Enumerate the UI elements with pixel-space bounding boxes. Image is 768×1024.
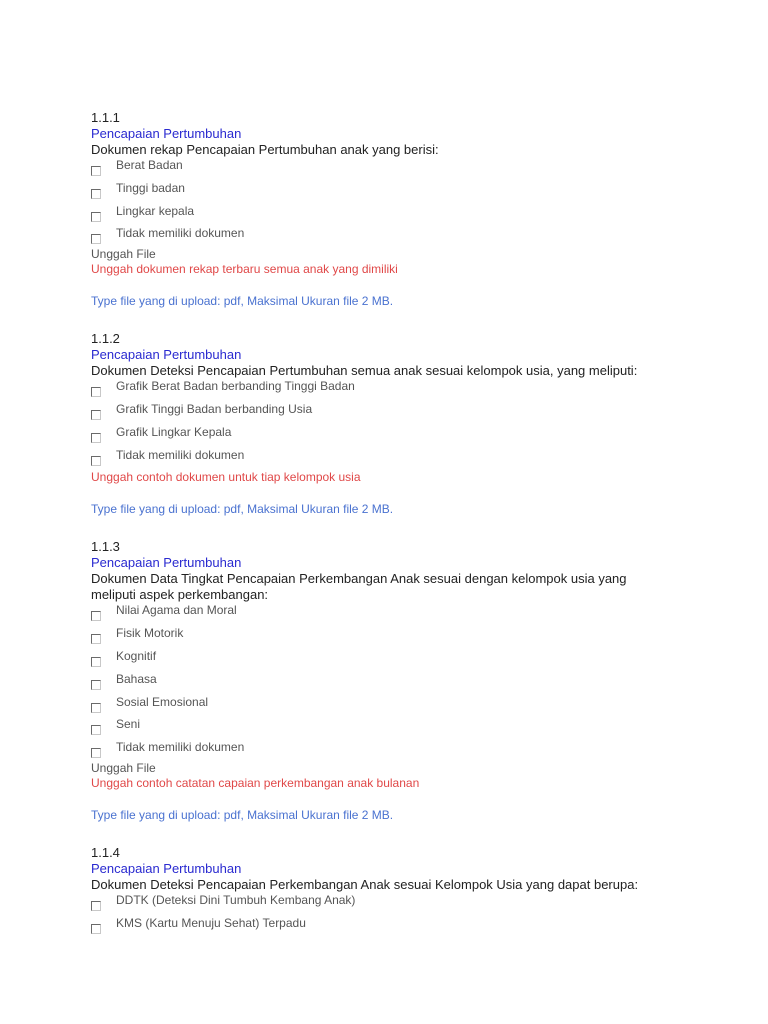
- option-item[interactable]: [91, 916, 768, 939]
- option-item[interactable]: [91, 603, 768, 626]
- file-type-info: Type file yang di upload: pdf, Maksimal Ukuran file 2 MB.: [91, 294, 394, 309]
- checkbox[interactable]: [91, 433, 101, 443]
- checkbox[interactable]: [91, 703, 101, 713]
- option-item[interactable]: [91, 425, 768, 448]
- checkbox[interactable]: [91, 166, 101, 176]
- checkbox[interactable]: [91, 611, 101, 621]
- section-1-1-1: [91, 110, 768, 309]
- options-list: [91, 379, 768, 470]
- upload-file-label[interactable]: Unggah File: [91, 247, 156, 262]
- option-item[interactable]: [91, 717, 768, 740]
- option-label: Fisik Motorik: [116, 626, 184, 641]
- section-1-1-2: [91, 331, 768, 517]
- checkbox[interactable]: [91, 212, 101, 222]
- section-description: Dokumen Deteksi Pencapaian Pertumbuhan semua anak sesuai kelompok usia, yang meliputi:: [91, 363, 638, 379]
- option-item[interactable]: [91, 379, 768, 402]
- section-description: Dokumen Data Tingkat Pencapaian Perkembangan Anak sesuai dengan kelompok usia yang meliputi aspek perkembangan:: [91, 571, 627, 603]
- checkbox[interactable]: [91, 387, 101, 397]
- option-label: Tidak memiliki dokumen: [116, 447, 245, 462]
- section-number: 1.1.2: [91, 331, 120, 347]
- section-description: Dokumen Deteksi Pencapaian Perkembangan Anak sesuai Kelompok Usia yang dapat berupa:: [91, 876, 639, 892]
- checkbox[interactable]: [91, 725, 101, 735]
- option-label: Kognitif: [116, 648, 157, 663]
- option-item[interactable]: [91, 181, 768, 204]
- checkbox[interactable]: [91, 634, 101, 644]
- options-list: [91, 893, 768, 939]
- options-list: [91, 603, 768, 763]
- upload-note: Unggah contoh catatan capaian perkembangan anak bulanan: [91, 775, 420, 790]
- upload-file-label[interactable]: Unggah File: [91, 760, 156, 775]
- option-label: Bahasa: [116, 671, 157, 686]
- option-label: Grafik Lingkar Kepala: [116, 424, 232, 439]
- file-type-info: Type file yang di upload: pdf, Maksimal Ukuran file 2 MB.: [91, 502, 394, 517]
- upload-note: Unggah contoh dokumen untuk tiap kelompok usia: [91, 470, 361, 485]
- checkbox[interactable]: [91, 189, 101, 199]
- option-item[interactable]: [91, 626, 768, 649]
- option-label: Nilai Agama dan Moral: [116, 603, 237, 618]
- section-number: 1.1.1: [91, 110, 120, 125]
- section-category: Pencapaian Pertumbuhan: [91, 860, 242, 876]
- section-number: 1.1.4: [91, 844, 120, 860]
- option-item[interactable]: [91, 740, 768, 763]
- option-item[interactable]: [91, 402, 768, 425]
- checkbox[interactable]: [91, 748, 101, 758]
- option-item[interactable]: [91, 448, 768, 471]
- upload-note: Unggah dokumen rekap terbaru semua anak yang dimiliki: [91, 262, 398, 277]
- section-category: Pencapaian Pertumbuhan: [91, 555, 242, 571]
- section-1-1-3: [91, 539, 768, 823]
- checkbox[interactable]: [91, 924, 101, 934]
- option-label: Tidak memiliki dokumen: [116, 740, 245, 755]
- option-item[interactable]: [91, 204, 768, 227]
- option-label: Sosial Emosional: [116, 694, 209, 709]
- checkbox[interactable]: [91, 657, 101, 667]
- checkbox[interactable]: [91, 234, 101, 244]
- option-label: Seni: [116, 717, 141, 732]
- option-item[interactable]: [91, 695, 768, 718]
- option-item[interactable]: [91, 226, 768, 249]
- option-label: Tidak memiliki dokumen: [116, 226, 245, 241]
- checkbox[interactable]: [91, 456, 101, 466]
- option-item[interactable]: [91, 893, 768, 916]
- option-label: Berat Badan: [116, 158, 183, 172]
- options-list: [91, 158, 768, 249]
- section-number: 1.1.3: [91, 539, 120, 555]
- section-category: Pencapaian Pertumbuhan: [91, 126, 242, 141]
- option-item[interactable]: [91, 672, 768, 695]
- section-description: Dokumen rekap Pencapaian Pertumbuhan anak yang berisi:: [91, 142, 439, 157]
- section-1-1-4: [91, 845, 768, 939]
- option-item[interactable]: [91, 649, 768, 672]
- checkbox[interactable]: [91, 901, 101, 911]
- option-label: Lingkar kepala: [116, 203, 195, 218]
- option-label: Grafik Berat Badan berbanding Tinggi Badan: [116, 379, 355, 394]
- option-label: Tinggi badan: [116, 180, 185, 195]
- file-type-info: Type file yang di upload: pdf, Maksimal Ukuran file 2 MB.: [91, 807, 394, 822]
- option-label: Grafik Tinggi Badan berbanding Usia: [116, 401, 313, 416]
- option-item[interactable]: [91, 158, 768, 181]
- option-label: KMS (Kartu Menuju Sehat) Terpadu: [116, 915, 306, 930]
- option-label: DDTK (Deteksi Dini Tumbuh Kembang Anak): [116, 892, 356, 907]
- section-category: Pencapaian Pertumbuhan: [91, 347, 242, 363]
- checkbox[interactable]: [91, 680, 101, 690]
- checkbox[interactable]: [91, 410, 101, 420]
